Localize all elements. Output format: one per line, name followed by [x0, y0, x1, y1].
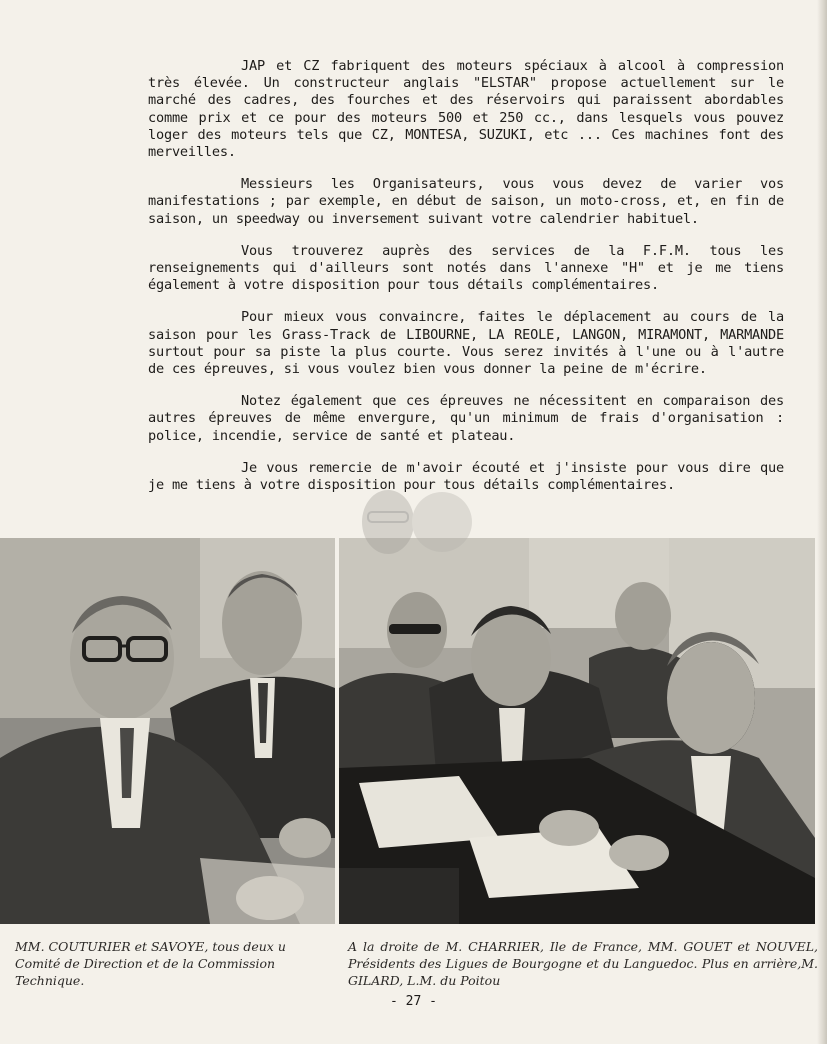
article-body	[148, 58, 784, 509]
paragraph-closing: Je vous remercie de m'avoir écouté et j'insiste pour vous dire que je me tiens à votre disposition pour tous détails complémentaires.	[148, 459, 784, 494]
photo-couturier-savoye	[0, 538, 335, 924]
paragraph-ffm: Vous trouverez auprès des services de la F.F.M. tous les renseignements qui d'ailleurs sont notés dans l'annexe "H" et je me tiens également à votre disposition pour tous détails complémentaires.	[148, 242, 784, 294]
caption-left: MM. COUTURIER et SAVOYE, tous deux u Comité de Direction et de la Commission Technique.	[15, 939, 286, 988]
watermark-graphic	[350, 478, 480, 566]
paragraph-organisers: Messieurs les Organisateurs, vous vous devez de varier vos manifestations ; par exemple, en début de saison, un moto-cross, et, en fin de saison, un speedway ou inversement suivant votre calendrier habituel.	[148, 176, 784, 227]
paragraph-grass-track: Pour mieux vous convaincre, faites le déplacement au cours de la saison pour les Grass-Track de LIBOURNE, LA REOLE, LANGON, MIRAMONT, MARMANDE surtout pour sa piste la plus courte. Vous serez invités à l'une ou à l'autre de ces épreuves, si vous voulez bien vous donner la peine de m'écrire.	[148, 309, 784, 378]
photo-charrier-gouet-nouvel	[339, 538, 815, 924]
caption-right: A la droite de M. CHARRIER, Ile de France, MM. GOUET et NOUVEL, Présidents des Ligues de Bourgogne et du Languedoc. Plus en arrière,M. GILARD, L.M. du Poitou	[348, 939, 818, 988]
photo-left-drawing	[0, 538, 335, 924]
watermark-logo	[350, 478, 480, 566]
paragraph-engines: JAP et CZ fabriquent des moteurs spéciaux à alcool à compression très élevée. Un constructeur anglais "ELSTAR" propose actuellement sur le marché des cadres, des fourches et des réservoirs qui paraissent abordables comme prix et ce pour des moteurs 500 et 250 cc., dans lesquels vous pouvez loger des moteurs tels que CZ, MONTESA, SUZUKI, etc ... Ces machines font des merveilles.	[148, 58, 784, 161]
page-edge-shadow	[817, 0, 827, 1044]
photo-right-drawing	[339, 538, 815, 924]
paragraph-costs: Notez également que ces épreuves ne nécessitent en comparaison des autres épreuves de même envergure, qu'un minimum de frais d'organisation : police, incendie, service de santé et plateau.	[148, 393, 784, 444]
page-number: - 27 -	[390, 994, 437, 1009]
